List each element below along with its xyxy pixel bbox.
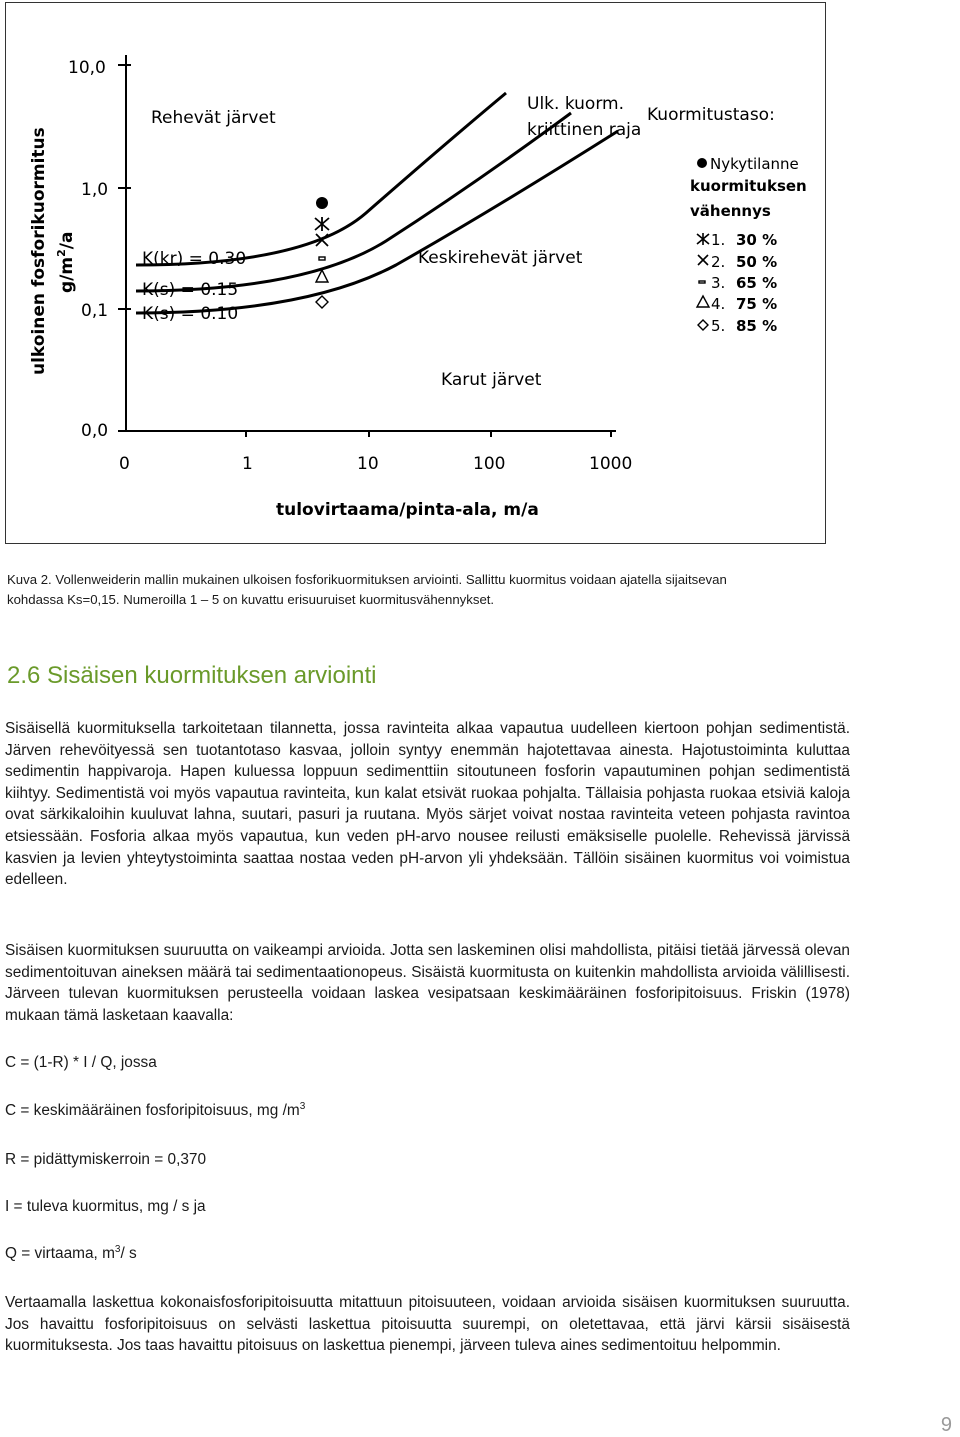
def-i: I = tuleva kuormitus, mg / s ja [5,1198,206,1215]
legend-cross-icon [698,255,708,265]
legend-triangle-icon [697,296,709,307]
paragraph-3: Vertaamalla laskettua kokonaisfosforipitoisuutta mitattuun pitoisuuteen, voidaan arvioida sisäisen kuormituksen suuruutta. Jos havaittu fosforipitoisuus on selvästi laskettua pitoisuutta suurempi, on oletettavaa, että järvi kärsii sisäisestä kuormituksesta. Jos taas havaittu pitoisuus on laskettua pienempi, järveen tuleva aines sedimentoituu helpommin. [5,1294,850,1355]
x-tick-label: 100 [473,454,506,474]
caption-line1: Kuva 2. Vollenweiderin mallin mukainen ulkoisen fosforikuormituksen arviointi. Sallittu kuormitus voidaan ajatella sijaitsevan [7,572,727,587]
current-load-marker [316,197,328,209]
x-tick-label: 10 [357,454,379,474]
legend-item-pct: 75 % [736,295,778,313]
page-number: 9 [940,1414,952,1436]
def-q [5,1244,137,1264]
paragraph-2: Sisäisen kuormituksen suuruutta on vaikeampi arvioida. Jotta sen laskeminen olisi mahdollista, pitäisi tietää järvessä olevan sedimentoituvan aineksen määrä tai sedimentaationopeus. Sisäistä kuormitusta on kuitenkin mahdollista arvioida välillisesti. Järveen tulevan kuormituksen perusteella voidaan laskea vesipatsaan keskimääräinen fosforipitoisuus. Friskin (1978) mukaan tämä lasketaan kaavalla: [5,942,850,1024]
legend-dash-icon [699,281,705,283]
legend-item-num: 3. [711,274,726,292]
label-karut: Karut järvet [441,370,542,390]
triangle-icon [316,270,328,282]
y-tick-label: 0,1 [81,301,109,321]
label-ulk-line2: kriittinen raja [527,120,642,140]
x-axis-title: tulovirtaama/pinta-ala, m/a [276,500,539,520]
def-c [5,1101,305,1121]
caption-line2: kohdassa Ks=0,15. Numeroilla 1 – 5 on kuvattu erisuuruiset kuormitusvähennykset. [7,592,495,607]
y-axis-title-line1: ulkoinen fosforikuormitus [29,127,49,375]
legend-item-num: 1. [711,231,726,249]
y-tick-label: 0,0 [81,421,109,441]
legend-current-line1: Nykytilanne [710,155,799,173]
asterisk-icon [315,217,329,231]
legend-current-line2: kuormituksen [690,177,807,195]
figure-frame [5,2,826,544]
y-axis-title-line2: $g/m^2/a$ [55,231,77,293]
x-tick-label: 0 [119,454,130,474]
legend-asterisk-icon [697,233,709,245]
legend-item-pct: 50 % [736,253,778,271]
legend-item-num: 4. [711,295,726,313]
diamond-icon [316,296,328,308]
figure-caption [7,570,827,610]
section-heading: 2.6 Sisäisen kuormituksen arviointi [7,662,377,689]
def-c-sup: 3 [299,1100,306,1112]
legend-current-line3: vähennys [690,202,771,220]
def-c-text: C = keskimääräinen fosforipitoisuus, mg /m [5,1102,300,1119]
legend-item-num: 2. [711,253,726,271]
def-q-sup: 3 [114,1243,121,1255]
def-q-text: Q = virtaama, m [5,1245,115,1262]
def-q-suffix: / s [120,1245,137,1262]
y-tick-label: 1,0 [81,180,109,200]
y-tick-label: 10,0 [68,58,106,78]
label-ks-010: K(s) = 0.10 [142,304,239,324]
label-ks-015: K(s) = 0.15 [142,280,239,300]
legend-diamond-icon [698,320,708,330]
vollenweider-figure [6,3,827,545]
label-keskirehevat: Keskirehevät järvet [418,248,583,268]
dash-icon [319,257,325,260]
paragraph-1: Sisäisellä kuormituksella tarkoitetaan tilannetta, jossa ravinteita alkaa vapautua uudelleen kiertoon pohjan sedimentistä. Järven rehevöityessä sen tuotantotaso kasvaa, jolloin syntyy enemmän hajotettavaa ainesta. Hajotustoiminta kuluttaa sedimentin happivaroja. Hapen kuluessa loppuun sedimenttiin sitoutuneen fosforin vapautuminen pohjan sedimentistä kiihtyy. Sedimentistä voi myös vapautua ravinteita, kun kalat etsivät ruokaa pohjalta. Tällaisia pohjasta ruokaa etsiviä kaloja ovat särkikaloihin kuuluvat lahna, suutari, pasuri ja ruutana. Myös särjet voivat nostaa ravinteita veteen pohjasta ravintoa etsiessään. Fosforia alkaa myös vapautua, kun veden pH-arvo nousee reilusti emäksiselle puolelle. Rehevissä järvissä kasvien ja levien yhteytystoiminta saattaa nostaa veden pH-arvon yli yhdeksään. Tällöin sisäinen kuormitus voi voimistua edelleen. [5,720,850,889]
legend-item-pct: 30 % [736,231,778,249]
legend-item-pct: 65 % [736,274,778,292]
label-kkr: K(kr) = 0.30 [142,249,247,269]
legend-current-dot [697,158,707,168]
formula-main: C = (1-R) * I / Q, jossa [5,1054,157,1071]
legend-item-num: 5. [711,317,726,335]
legend-title: Kuormitustaso: [647,105,775,125]
label-rehevat: Rehevät järvet [151,108,276,128]
x-tick-label: 1000 [589,454,633,474]
legend-item-pct: 85 % [736,317,778,335]
def-r: R = pidättymiskerroin = 0,370 [5,1151,207,1168]
label-ulk-line1: Ulk. kuorm. [527,94,624,114]
x-tick-label: 1 [242,454,253,474]
